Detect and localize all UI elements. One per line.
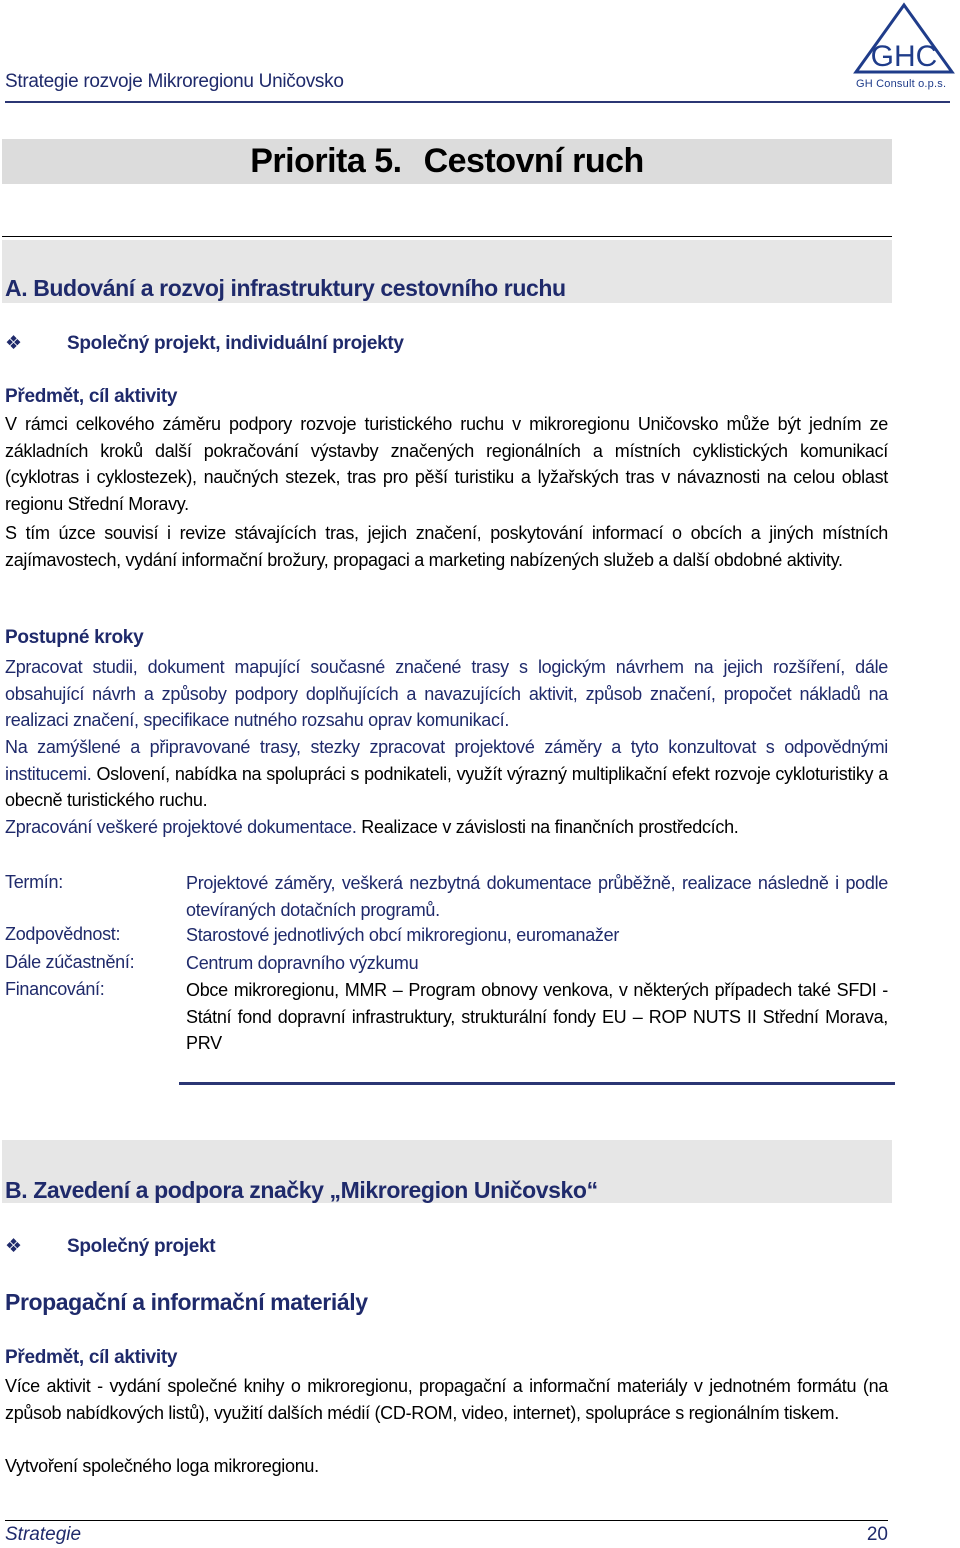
section-a-steps-3a: Zpracování veškeré projektové dokumentace. [5,817,357,837]
responsibility-label: Zodpovědnost: [5,924,121,944]
section-a-bullet-text: Společný projekt, individuální projekty [67,333,404,354]
priority-rule [2,236,892,237]
section-b-subtitle: Propagační a informační materiály [5,1289,368,1315]
section-a-subject-paragraph-1: V rámci celkového záměru podpory rozvoje turistického ruchu v mikroregionu Uničovsko může být jedním ze základních kroků další pokračování výstavby značených regionálních a místních cyklistických komunikací (cyklotras i cyklostezek), naučných stezek, tras pro pěší turistiku a lyžařských tras v návaznosti na celou oblast regionu Střední Moravy. [5,414,888,514]
section-a-bullet [5,332,404,355]
section-a-steps-label: Postupné kroky [5,627,144,648]
header-rule [5,101,950,103]
section-b-subject-label: Předmět, cíl aktivity [5,1347,178,1368]
logo-caption: GH Consult o.p.s. [856,78,947,90]
section-a-subject-label: Předmět, cíl aktivity [5,386,178,407]
page-number: 20 [866,1524,888,1545]
participants-label: Dále zúčastnění: [5,952,135,972]
diamond-bullet-icon: ❖ [5,1236,22,1257]
section-separator [179,1082,895,1085]
section-a-steps-2a: Na zamýšlené a připravované trasy, stezky zpracovat projektové záměry a tyto konzultovat s odpovědnými institucemi. [5,737,888,784]
priority-number: Priorita 5. [250,142,402,180]
section-a-steps-paragraph-1: Zpracovat studii, dokument mapující současné značené trasy s logickým návrhem na jejich rozšíření, dále obsahující návrh a způsoby podpory doplňujících a navazujících aktivit, způsob značení, propočet nákladů na realizaci značení, specifikace nutného rozsahu oprav komunikací. [5,657,888,730]
section-b-bullet [5,1235,215,1258]
footer-label: Strategie [5,1524,82,1545]
term-value: Projektové záměry, veškerá nezbytná dokumentace průběžně, realizace následně i podle otevíraných dotačních programů. [186,873,888,920]
priority-name: Cestovní ruch [423,142,644,180]
section-b-subject-paragraph-2: Vytvoření společného loga mikroregionu. [5,1456,319,1476]
footer-rule [5,1520,888,1521]
responsibility-value: Starostové jednotlivých obcí mikroregionu, euromanažer [186,925,620,945]
section-a-subject-paragraph-2: S tím úzce souvisí i revize stávajících tras, jejich značení, poskytování informací o obcích a jiných místních zajímavostech, vydání informační brožury, propagaci a marketing nabízených služeb a další obdobné aktivity. [5,523,888,570]
section-a-title: A. Budování a rozvoj infrastruktury cestovního ruchu [5,275,566,301]
priority-title [0,139,894,184]
section-b-subject-paragraph-1: Více aktivit - vydání společné knihy o mikroregionu, propagační a informační materiály v jednotném formátu (na způsob nabídkových listů), využití dalších médií (CD-ROM, video, internet), spolupráce s regionálním tiskem. [5,1376,888,1423]
term-label: Termín: [5,872,63,892]
section-b-title: B. Zavedení a podpora značky „Mikroregion Uničovsko“ [5,1177,598,1203]
section-a-steps-3b: Realizace v závislosti na finančních prostředcích. [356,817,739,837]
document-header-title: Strategie rozvoje Mikroregionu Uničovsko [5,71,344,92]
section-b-bullet-text: Společný projekt [67,1236,216,1257]
section-a-steps-paragraph-2 [5,734,888,814]
logo-text: GHC [870,40,938,73]
section-a-steps-2b: Oslovení, nabídka na spolupráci s podnikateli, využít výrazný multiplikační efekt rozvoje cykloturistiky a obecně turistického ruchu. [5,763,888,810]
financing-label: Financování: [5,979,105,999]
section-a-steps-paragraph-3 [5,814,888,841]
diamond-bullet-icon: ❖ [5,333,22,354]
financing-value: Obce mikroregionu, MMR – Program obnovy venkova, v některých případech také SFDI - Státní fond dopravní infrastruktury, strukturální fondy EU – ROP NUTS II Střední Morava, PRV [186,980,888,1053]
participants-value: Centrum dopravního výzkumu [186,953,419,973]
